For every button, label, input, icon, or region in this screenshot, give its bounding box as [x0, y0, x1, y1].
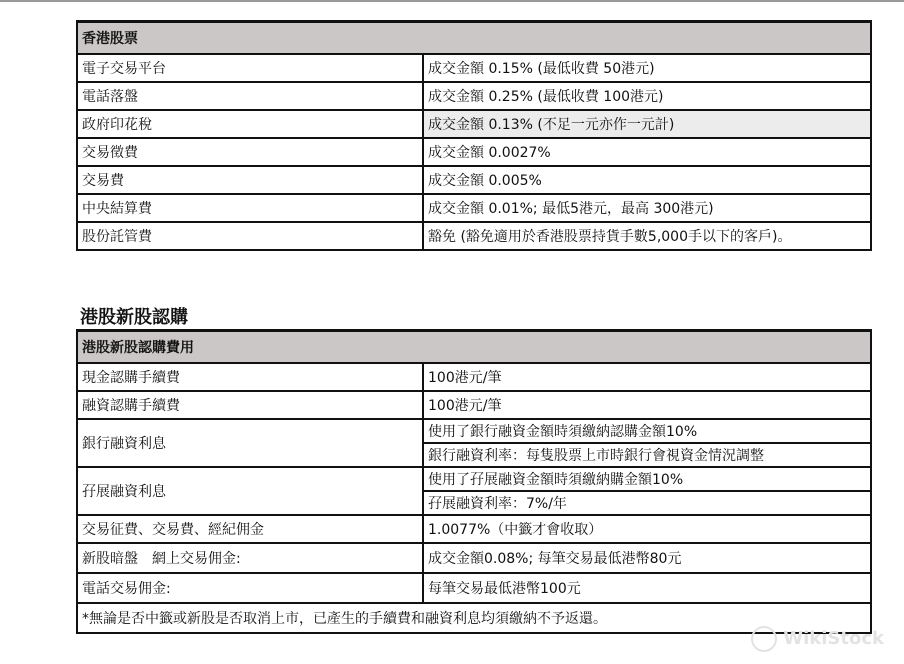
table-row: [77, 419, 871, 443]
table-row: [77, 467, 871, 491]
row-label: 交易征費、交易費、經紀佣金: [77, 515, 423, 543]
table-row: [77, 82, 871, 110]
row-label: 政府印花稅: [77, 110, 423, 138]
row-value: 成交金額 0.25% (最低收費 100港元): [423, 82, 871, 110]
row-label: 電子交易平台: [77, 54, 423, 82]
row-value: 豁免 (豁免適用於香港股票持貨手數5,000手以下的客戶)。: [423, 222, 871, 250]
row-value: 成交金額 0.15% (最低收費 50港元): [423, 54, 871, 82]
row-label: 交易徵費: [77, 138, 423, 166]
table-row: [77, 194, 871, 222]
row-value: 100港元/筆: [423, 363, 871, 391]
row-value: 使用了孖展融資金額時須繳納購金額10%: [423, 467, 871, 491]
row-value: 孖展融資利率：7%/年: [423, 491, 871, 515]
table-header: 香港股票: [77, 22, 871, 55]
row-value: 銀行融資利率：每隻股票上市時銀行會視資金情況調整: [423, 443, 871, 467]
table-row: [77, 166, 871, 194]
row-label: 電話交易佣金:: [77, 573, 423, 603]
row-label: 中央結算費: [77, 194, 423, 222]
table-header: 港股新股認購費用: [77, 331, 871, 364]
ipo-fee-table: [76, 329, 872, 634]
row-label: 股份託管費: [77, 222, 423, 250]
table-row: [77, 110, 871, 138]
row-value: 每筆交易最低港幣100元: [423, 573, 871, 603]
table-row: [77, 543, 871, 573]
row-label: 現金認購手續費: [77, 363, 423, 391]
section-title: 港股新股認購: [80, 307, 188, 328]
row-value: 成交金額0.08%; 每筆交易最低港幣80元: [423, 543, 871, 573]
row-value: 成交金額 0.0027%: [423, 138, 871, 166]
table-row: [77, 363, 871, 391]
hk-stock-fee-table: [76, 20, 872, 251]
row-label: 交易費: [77, 166, 423, 194]
top-divider: [0, 0, 904, 2]
wikistock-logo-icon: [751, 626, 777, 652]
row-label: 新股暗盤 網上交易佣金:: [77, 543, 423, 573]
footnote: *無論是否中籤或新股是否取消上市，已產生的手續費和融資利息均須繳納不予返還。: [77, 603, 871, 633]
row-label: 銀行融資利息: [77, 419, 423, 467]
table-row: [77, 515, 871, 543]
watermark: [751, 626, 884, 652]
row-value: 成交金額 0.01%; 最低5港元，最高 300港元): [423, 194, 871, 222]
table-row: [77, 54, 871, 82]
table-row: [77, 391, 871, 419]
table-row: [77, 573, 871, 603]
row-value: 成交金額 0.13% (不足一元亦作一元計): [423, 110, 871, 138]
row-value: 成交金額 0.005%: [423, 166, 871, 194]
table-row: [77, 138, 871, 166]
table-row: [77, 222, 871, 250]
row-value: 100港元/筆: [423, 391, 871, 419]
row-label: 融資認購手續費: [77, 391, 423, 419]
row-label: 電話落盤: [77, 82, 423, 110]
row-label: 孖展融資利息: [77, 467, 423, 515]
row-value: 1.0077%（中籤才會收取）: [423, 515, 871, 543]
watermark-text: WikiStock: [783, 628, 884, 649]
row-value: 使用了銀行融資金額時須繳納認購金額10%: [423, 419, 871, 443]
